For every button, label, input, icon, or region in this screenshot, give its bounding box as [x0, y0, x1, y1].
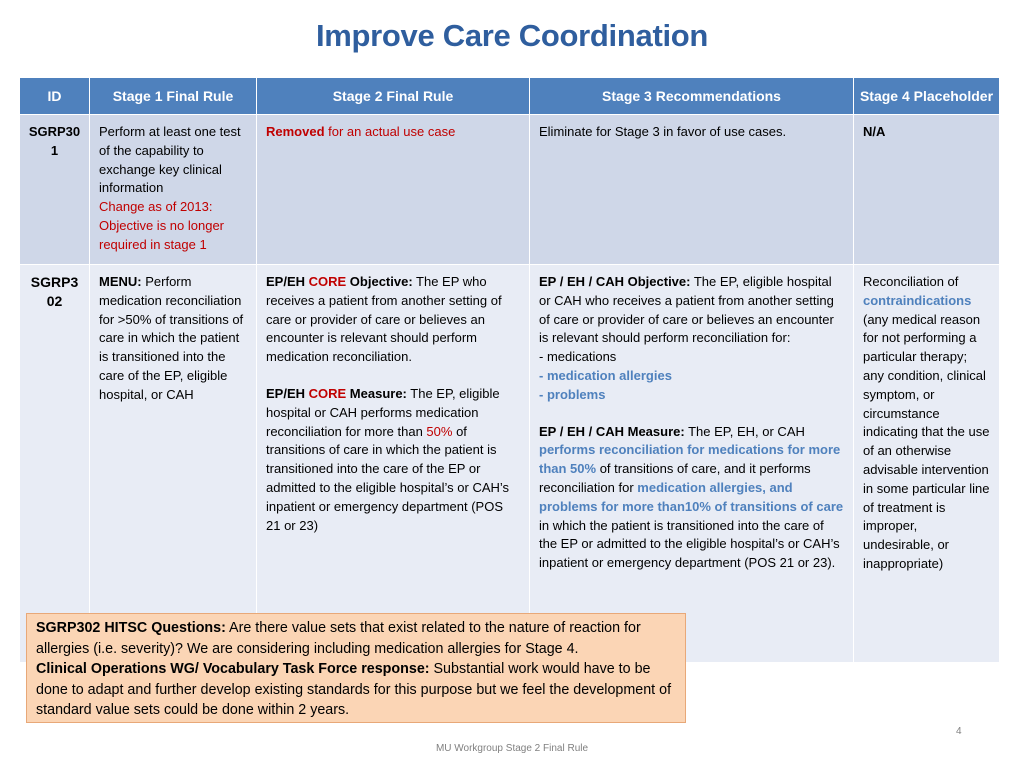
stage3-cell: Eliminate for Stage 3 in favor of use cases.: [530, 115, 854, 265]
stage2-objective: EP/EH CORE Objective: The EP who receives a patient from another setting of care or provider of care or believes an encounter is relevant should perform medication reconciliation.: [266, 274, 502, 365]
stage2-cell: Removed for an actual use case: [257, 115, 530, 265]
table-row: [20, 265, 1000, 663]
header-stage2: Stage 2 Final Rule: [257, 78, 530, 115]
stage3-item: - problems: [539, 386, 606, 402]
page-number: 4: [956, 726, 962, 737]
stage4-cell: N/A: [854, 115, 1000, 265]
stage1-cell: MENU: Perform medication reconciliation for >50% of transitions of care in which the patient is transitioned into the care of the EP, eligible hospital, or CAH: [90, 265, 257, 663]
stage2-cell: [257, 265, 530, 663]
stage3-item: - medications: [539, 349, 617, 365]
table-row: [20, 115, 1000, 265]
header-id: ID: [20, 78, 90, 115]
stage3-measure: EP / EH / CAH Measure: The EP, EH, or CAH performs reconciliation for medications for more than 50% of transitions of care, and it performs reconciliation for medication allergies, and problems for more than10% of transitions of care in which the patient is transitioned into the care of the EP or admitted to the eligible hospital’s or CAH’s inpatient or emergency department (POS 21 or 23).: [539, 423, 844, 571]
row-id: SGRP30 1: [20, 115, 90, 265]
header-stage3: Stage 3 Recommendations: [530, 78, 854, 115]
hitsc-questions-callout: SGRP302 HITSC Questions: Are there value sets that exist related to the nature of reaction for allergies (i.e. severity)? We are considering including medication allergies for Stage 4. Clinical Operations WG/ Vocabulary Task Force response: Substantial work would have to be done to adapt and further develop existing standards for this purpose but we feel the development of standard value sets could be done within 2 years.: [26, 613, 686, 723]
stage2-measure: EP/EH CORE Measure: The EP, eligible hospital or CAH performs medication reconciliation for more than 50% of transitions of care in which the patient is transitioned into the care of the EP or admitted to the eligible hospital’s or CAH’s inpatient or emergency department (POS 21 or 23): [266, 385, 510, 533]
stage1-cell: [90, 115, 257, 265]
stage3-objective: EP / EH / CAH Objective: The EP, eligible hospital or CAH who receives a patient from another setting of care or provider of care or believes an encounter is relevant should perform reconciliation for:: [539, 274, 834, 346]
stage1-change-note: Change as of 2013: Objective is no longer required in stage 1: [99, 199, 225, 252]
header-stage1: Stage 1 Final Rule: [90, 78, 257, 115]
stage3-cell: [530, 265, 854, 663]
row-id: SGRP3 02: [20, 265, 90, 663]
stage4-cell: Reconciliation of contraindications (any medical reason for not performing a particular therapy; any condition, clinical symptom, or circumstance indicating that the use of an otherwise advisable intervention in some particular line of treatment is improper, undesirable, or inappropriate): [854, 265, 1000, 663]
header-stage4: Stage 4 Placeholder: [854, 78, 1000, 115]
footer-text: MU Workgroup Stage 2 Final Rule: [435, 743, 589, 754]
slide-title: Improve Care Coordination: [315, 18, 709, 53]
comparison-table: [19, 77, 1000, 663]
stage1-text: Perform at least one test of the capability to exchange key clinical information: [99, 124, 241, 196]
stage3-item: - medication allergies: [539, 367, 672, 383]
table-header-row: [20, 78, 1000, 115]
